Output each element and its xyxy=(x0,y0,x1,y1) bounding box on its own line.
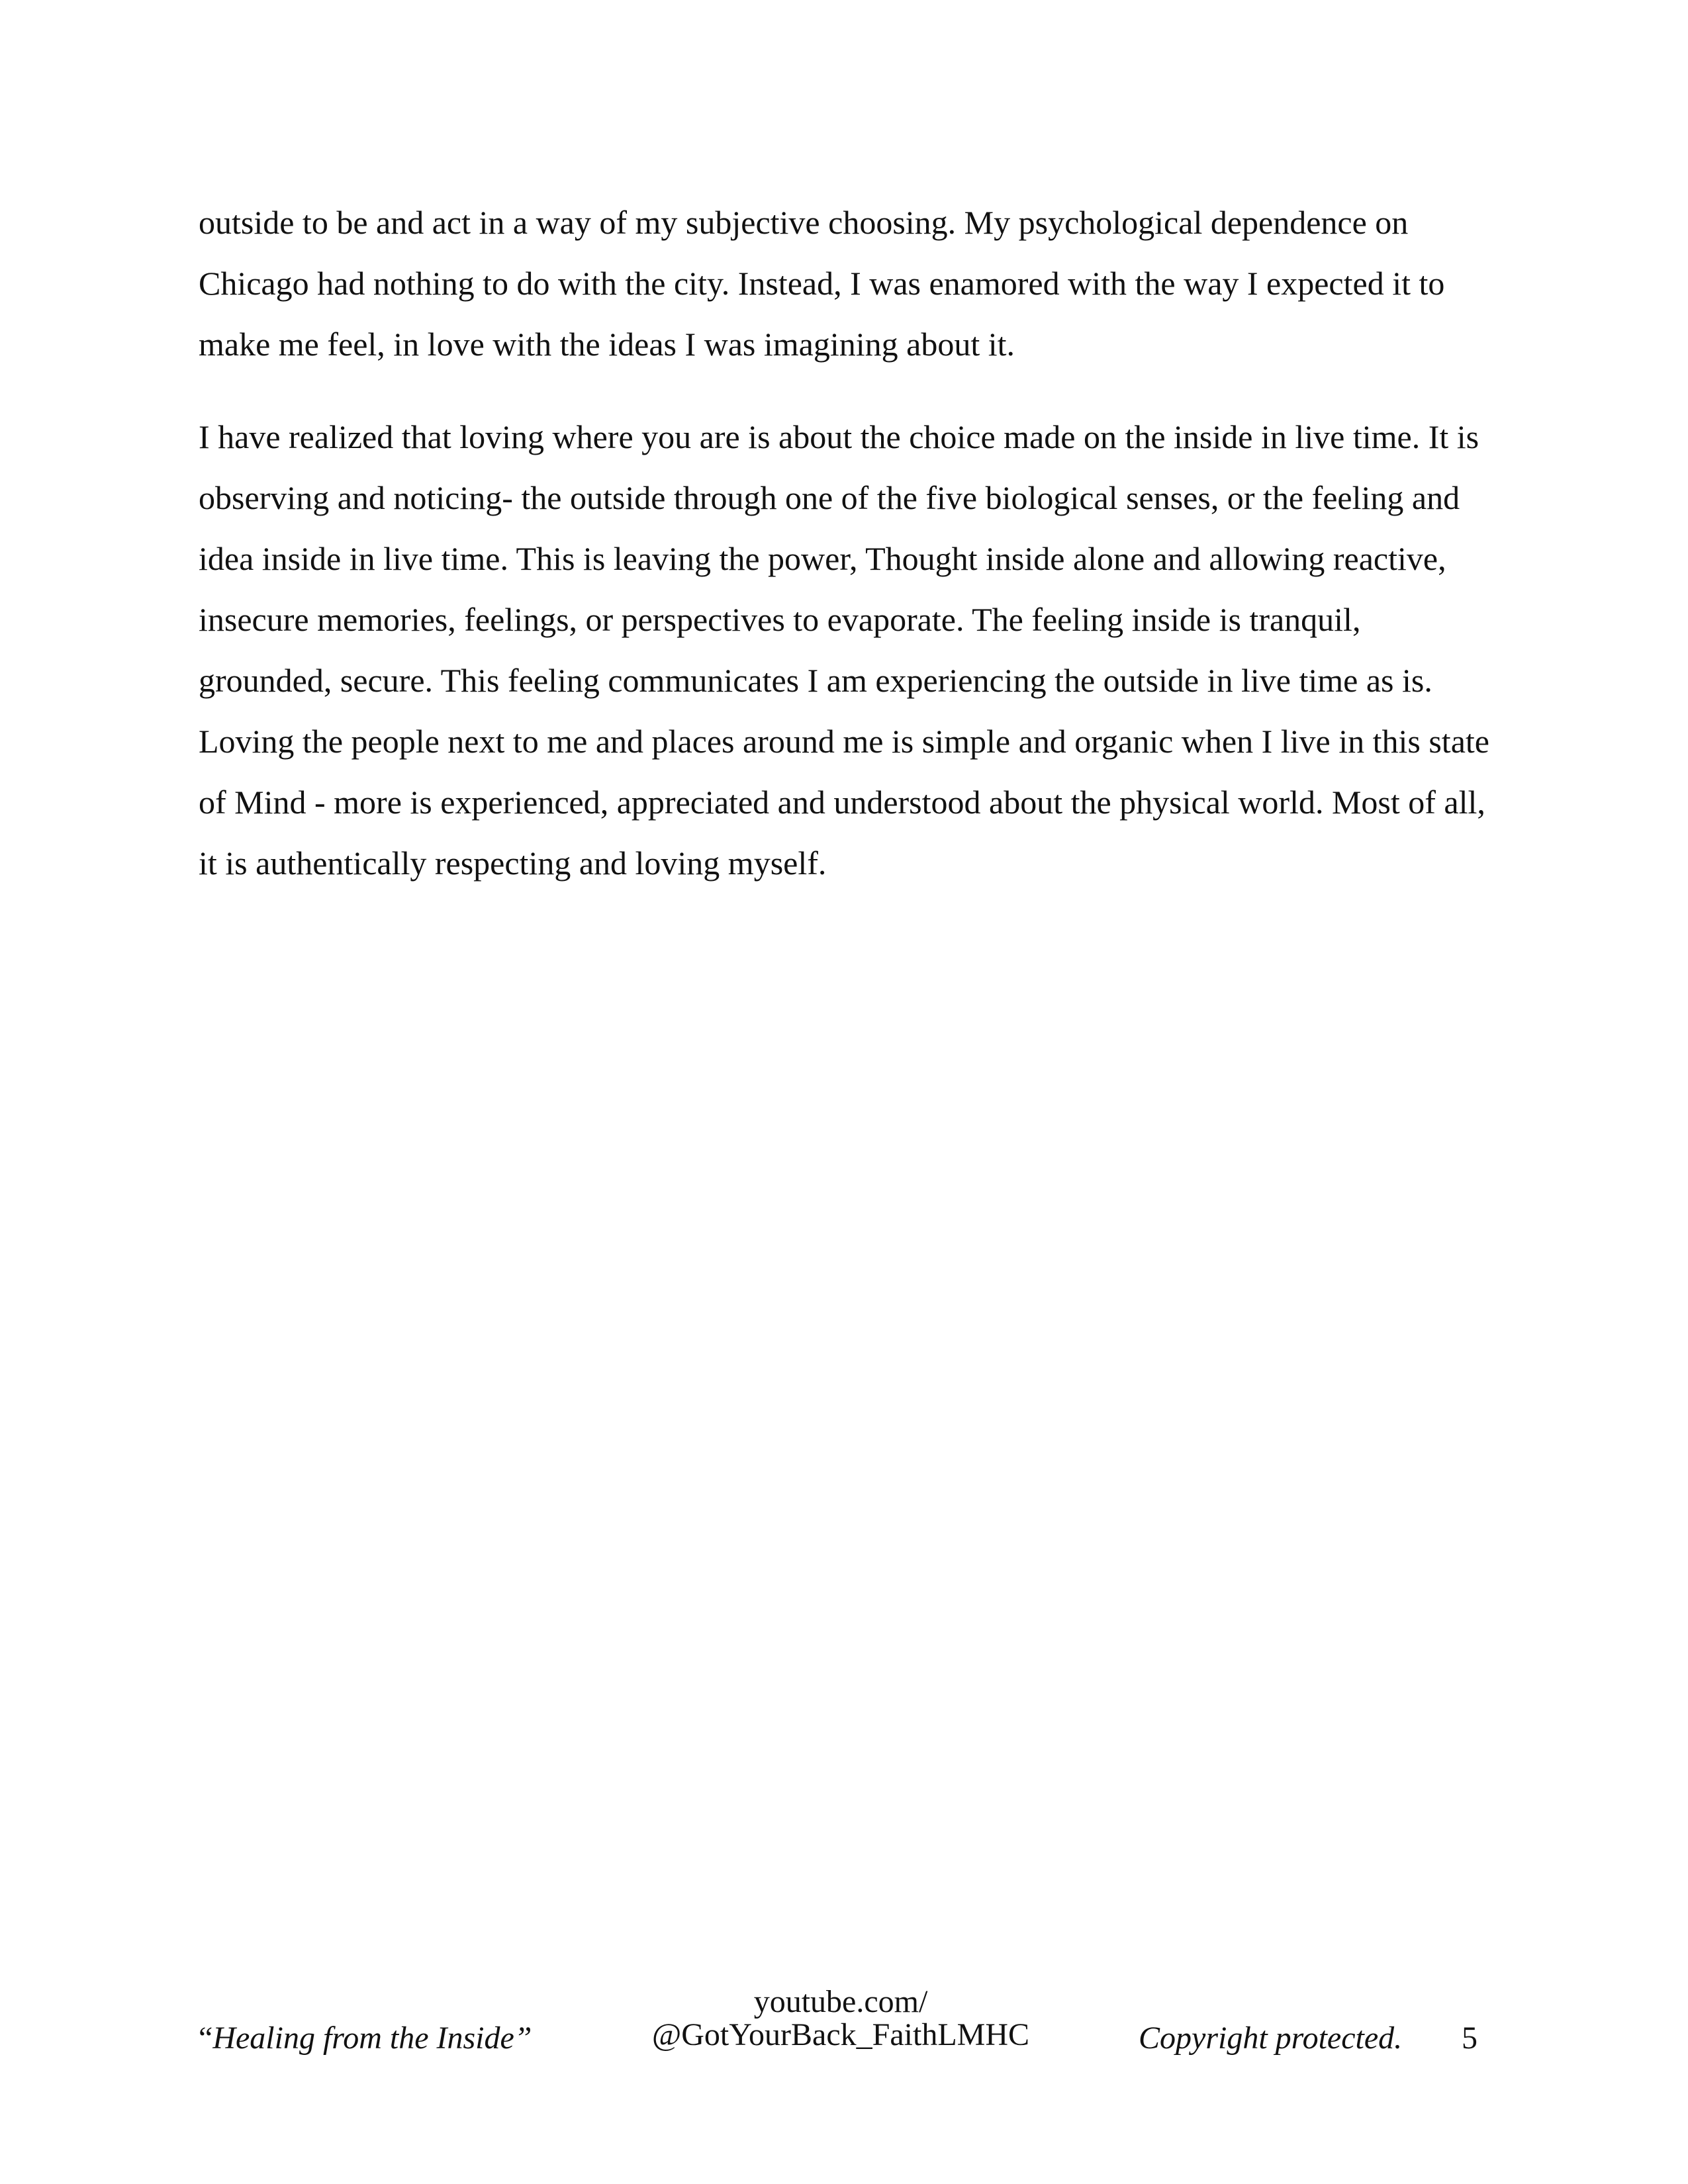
text-line: I have realized that loving where you are is about the choice made on the inside in live time. It is xyxy=(199,418,1479,455)
paragraph xyxy=(199,406,1496,893)
text-line: Loving the people next to me and places around me is simple and organic when I live in this state xyxy=(199,723,1489,760)
text-line: it is authentically respecting and loving myself. xyxy=(199,844,827,882)
footer-book-title xyxy=(199,2019,532,2058)
open-quote: “ xyxy=(199,2021,213,2056)
text-line: outside to be and act in a way of my subjective choosing. My psychological dependence on xyxy=(199,204,1409,241)
text-line: Chicago had nothing to do with the city. Instead, I was enamored with the way I expected it to xyxy=(199,265,1445,302)
text-line: of Mind - more is experienced, appreciated and understood about the physical world. Most of all, xyxy=(199,784,1485,821)
youtube-link-line-1[interactable]: youtube.com/ xyxy=(753,1984,928,2019)
footer-youtube-link[interactable] xyxy=(635,1985,1046,2052)
text-line: make me feel, in love with the ideas I was imagining about it. xyxy=(199,326,1015,363)
paragraph xyxy=(199,192,1496,375)
text-line: insecure memories, feelings, or perspectives to evaporate. The feeling inside is tranquil, xyxy=(199,601,1361,638)
text-line: observing and noticing- the outside through one of the five biological senses, or the feeling and xyxy=(199,479,1460,516)
close-quote: ” xyxy=(514,2021,532,2056)
text-line: grounded, secure. This feeling communicates I am experiencing the outside in live time as is. xyxy=(199,662,1432,699)
book-title: Healing from the Inside xyxy=(212,2021,514,2056)
footer-copyright: Copyright protected. xyxy=(1139,2021,1403,2056)
page-number: 5 xyxy=(1462,2021,1477,2056)
body-text xyxy=(199,192,1496,893)
text-line: idea inside in live time. This is leaving the power, Thought inside alone and allowing reactive, xyxy=(199,540,1446,577)
youtube-link-line-2[interactable]: @GotYourBack_FaithLMHC xyxy=(651,2017,1030,2052)
